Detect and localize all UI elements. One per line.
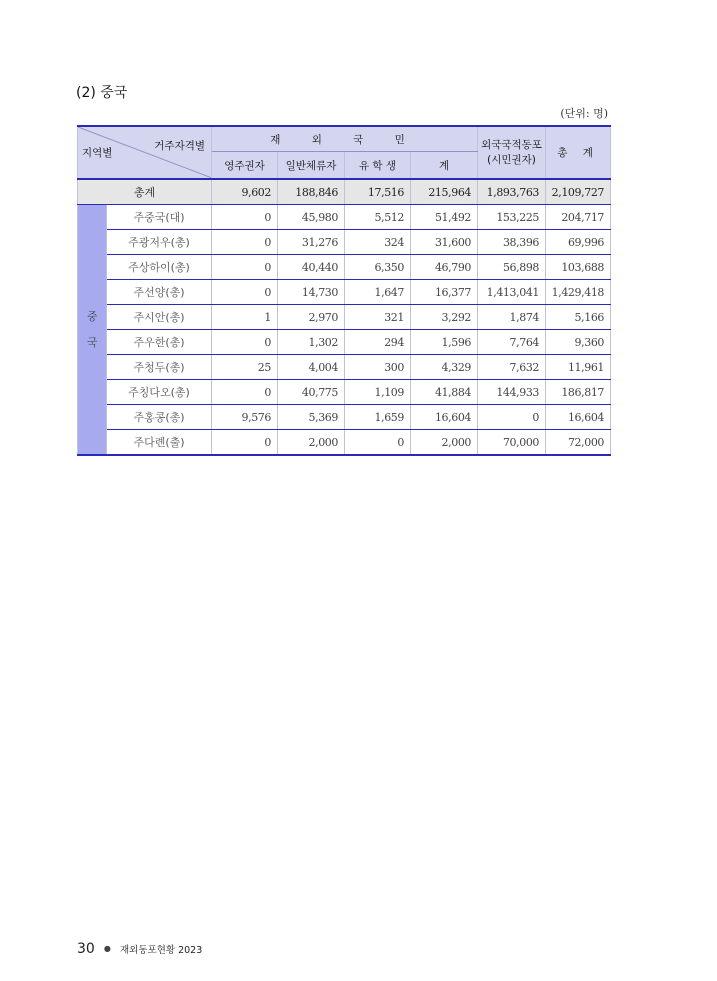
header-residence-type: 거주자격별 bbox=[154, 140, 205, 152]
mission-name: 주중국(대) bbox=[107, 205, 212, 230]
table-cell: 1 bbox=[212, 305, 278, 330]
region-cell-china: 중 국 bbox=[78, 205, 107, 456]
table-cell: 7,764 bbox=[478, 330, 546, 355]
table-cell: 204,717 bbox=[546, 205, 611, 230]
total-label: 총계 bbox=[78, 179, 212, 205]
table-cell: 2,970 bbox=[278, 305, 345, 330]
table-cell: 1,659 bbox=[345, 405, 411, 430]
table-cell: 38,396 bbox=[478, 230, 546, 255]
table-row bbox=[78, 330, 611, 355]
table-cell: 56,898 bbox=[478, 255, 546, 280]
table-cell: 5,369 bbox=[278, 405, 345, 430]
table-row bbox=[78, 430, 611, 456]
table-cell: 31,600 bbox=[411, 230, 478, 255]
table-cell: 40,440 bbox=[278, 255, 345, 280]
table-cell: 16,604 bbox=[411, 405, 478, 430]
table-cell: 1,647 bbox=[345, 280, 411, 305]
table-cell: 3,292 bbox=[411, 305, 478, 330]
table-cell: 16,377 bbox=[411, 280, 478, 305]
total-row bbox=[78, 179, 611, 205]
table-cell: 70,000 bbox=[478, 430, 546, 456]
table-cell: 153,225 bbox=[478, 205, 546, 230]
table-cell: 16,604 bbox=[546, 405, 611, 430]
table-row bbox=[78, 355, 611, 380]
table-cell: 0 bbox=[212, 380, 278, 405]
mission-name: 주광저우(총) bbox=[107, 230, 212, 255]
total-cell: 215,964 bbox=[411, 179, 478, 205]
table-cell: 69,996 bbox=[546, 230, 611, 255]
table-cell: 321 bbox=[345, 305, 411, 330]
table-cell: 72,000 bbox=[546, 430, 611, 456]
table-cell: 1,109 bbox=[345, 380, 411, 405]
table-cell: 46,790 bbox=[411, 255, 478, 280]
mission-name: 주다롄(출) bbox=[107, 430, 212, 456]
mission-name: 주우한(총) bbox=[107, 330, 212, 355]
mission-name: 주청두(총) bbox=[107, 355, 212, 380]
mission-name: 주홍콩(총) bbox=[107, 405, 212, 430]
table-cell: 2,000 bbox=[411, 430, 478, 456]
table-cell: 14,730 bbox=[278, 280, 345, 305]
table-row bbox=[78, 205, 611, 230]
table-cell: 25 bbox=[212, 355, 278, 380]
total-cell: 1,893,763 bbox=[478, 179, 546, 205]
page-footer bbox=[77, 938, 202, 957]
header-region: 지역별 bbox=[82, 147, 113, 159]
table-cell: 4,329 bbox=[411, 355, 478, 380]
total-cell: 9,602 bbox=[212, 179, 278, 205]
table-cell: 0 bbox=[212, 205, 278, 230]
table-cell: 103,688 bbox=[546, 255, 611, 280]
header-permanent-resident: 영주권자 bbox=[212, 152, 278, 179]
bullet-dot-icon: ● bbox=[103, 944, 111, 953]
table-cell: 31,276 bbox=[278, 230, 345, 255]
table-row bbox=[78, 380, 611, 405]
header-student: 유 학 생 bbox=[345, 152, 411, 179]
total-cell: 2,109,727 bbox=[546, 179, 611, 205]
table-cell: 41,884 bbox=[411, 380, 478, 405]
table-row bbox=[78, 280, 611, 305]
table-cell: 1,413,041 bbox=[478, 280, 546, 305]
header-overseas-nationals: 재 외 국 민 bbox=[212, 126, 478, 152]
table-cell: 0 bbox=[478, 405, 546, 430]
table-cell: 144,933 bbox=[478, 380, 546, 405]
table-cell: 294 bbox=[345, 330, 411, 355]
table-cell: 7,632 bbox=[478, 355, 546, 380]
statistics-table bbox=[77, 125, 611, 456]
table-cell: 4,004 bbox=[278, 355, 345, 380]
total-cell: 17,516 bbox=[345, 179, 411, 205]
mission-name: 주선양(총) bbox=[107, 280, 212, 305]
table-cell: 186,817 bbox=[546, 380, 611, 405]
table-cell: 2,000 bbox=[278, 430, 345, 456]
page-number: 30 bbox=[77, 941, 95, 957]
table-cell: 1,429,418 bbox=[546, 280, 611, 305]
header-corner bbox=[78, 126, 212, 179]
table-cell: 0 bbox=[212, 255, 278, 280]
total-cell: 188,846 bbox=[278, 179, 345, 205]
header-general-resident: 일반체류자 bbox=[278, 152, 345, 179]
table-row bbox=[78, 305, 611, 330]
mission-name: 주시안(총) bbox=[107, 305, 212, 330]
header-foreign-nationality: 외국국적동포 (시민권자) bbox=[478, 126, 546, 179]
table-row bbox=[78, 255, 611, 280]
table-cell: 0 bbox=[212, 330, 278, 355]
section-title: (2) 중국 bbox=[76, 85, 128, 101]
table-cell: 9,360 bbox=[546, 330, 611, 355]
publication-title: 재외동포현황 2023 bbox=[120, 945, 203, 956]
header-grand-total: 총 계 bbox=[546, 126, 611, 179]
table-cell: 51,492 bbox=[411, 205, 478, 230]
table-cell: 1,302 bbox=[278, 330, 345, 355]
table-cell: 9,576 bbox=[212, 405, 278, 430]
table-cell: 0 bbox=[212, 430, 278, 456]
unit-label: (단위: 명) bbox=[560, 107, 608, 120]
table-cell: 45,980 bbox=[278, 205, 345, 230]
table-cell: 6,350 bbox=[345, 255, 411, 280]
mission-name: 주상하이(총) bbox=[107, 255, 212, 280]
table-cell: 40,775 bbox=[278, 380, 345, 405]
table-cell: 0 bbox=[345, 430, 411, 456]
table-cell: 1,596 bbox=[411, 330, 478, 355]
table-row bbox=[78, 405, 611, 430]
table-cell: 1,874 bbox=[478, 305, 546, 330]
table-cell: 11,961 bbox=[546, 355, 611, 380]
table-cell: 0 bbox=[212, 230, 278, 255]
table-cell: 0 bbox=[212, 280, 278, 305]
mission-name: 주칭다오(총) bbox=[107, 380, 212, 405]
table-cell: 324 bbox=[345, 230, 411, 255]
table-cell: 300 bbox=[345, 355, 411, 380]
header-subtotal: 계 bbox=[411, 152, 478, 179]
table-cell: 5,166 bbox=[546, 305, 611, 330]
table-cell: 5,512 bbox=[345, 205, 411, 230]
table-row bbox=[78, 230, 611, 255]
